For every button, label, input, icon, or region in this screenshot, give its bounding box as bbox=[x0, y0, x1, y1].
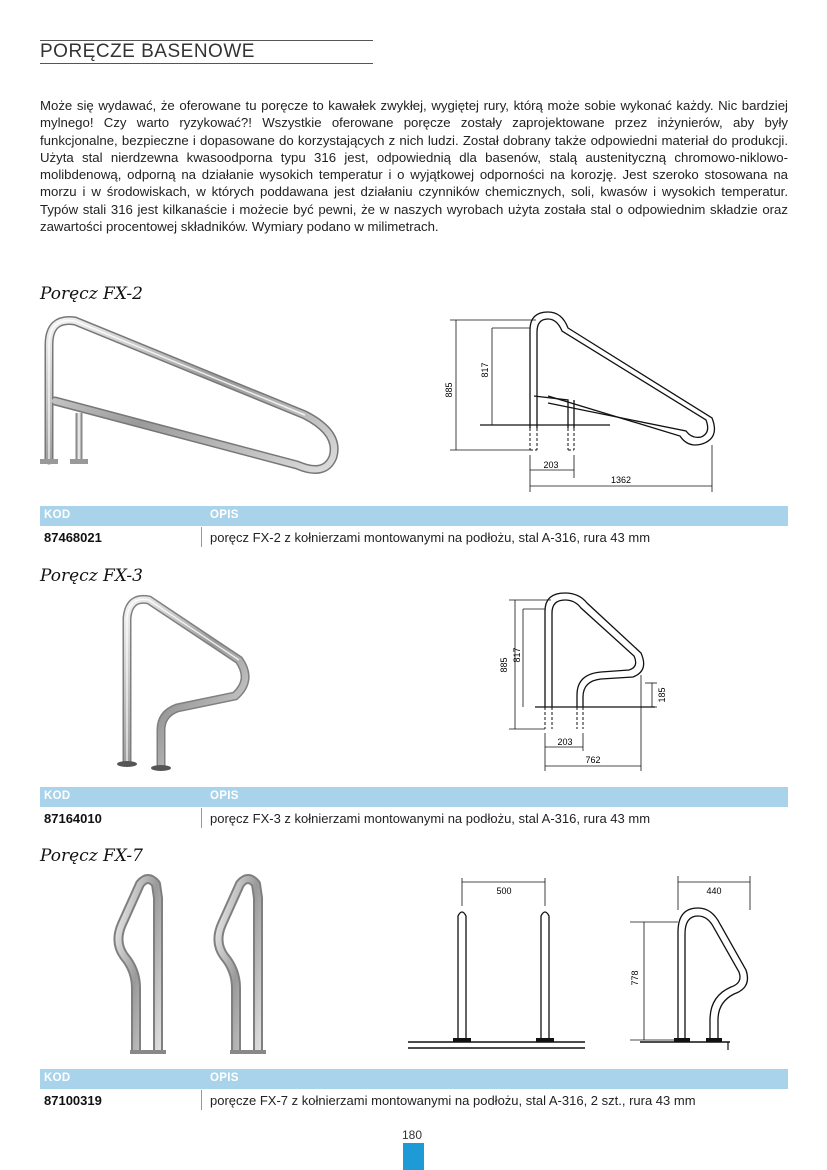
fx7-dim-440: 440 bbox=[706, 886, 722, 896]
table-row-fx7 bbox=[40, 1090, 788, 1110]
fx3-dim-817: 817 bbox=[512, 647, 522, 663]
fx7-side-drawing bbox=[610, 870, 760, 1060]
header-kod: KOD bbox=[44, 509, 71, 521]
intro-paragraph: Może się wydawać, że oferowane tu poręcze to kawałek zwykłej, wygiętej rury, którą może sobie wykonać każdy. Nic bardziej mylnego! Czy warto ryzykować?! Wszystkie oferowane poręcze zostały zaprojektowane przez inżynierów, aby były funkcjonalne, bezpieczne i dopasowane do korzystających z nich ludzi. Został dobrany także odpowiedni materiał do produkcji. Użyta stal nierdzewna kwasoodporna typu 316 jest, odpowiednią dla basenów, stalą austenityczną chromowo-niklowo-molibdenową, odporną na działanie wysokich temperatur i o wyjątkowej odporności na korozję. Jest szeroko stosowana na morzu i w środowiskach, w których poddawana jest działaniu czynników chemicznych, soli, kwasów i wysokich temperatur. Typów stali 316 jest kilkanaście i możecie być pewni, że w naszych wyrobach użyta została stal o odpowiednim składzie oraz zawartości procentowej składników. Wymiary podano w milimetrach. bbox=[40, 98, 788, 235]
table-row-fx2 bbox=[40, 527, 788, 547]
fx3-product-photo bbox=[115, 590, 265, 775]
section-title-fx2: Poręcz FX-2 bbox=[40, 284, 143, 304]
product-description: poręcz FX-3 z kołnierzami montowanymi na podłożu, stal A-316, rura 43 mm bbox=[210, 811, 651, 826]
fx3-dim-203: 203 bbox=[557, 737, 573, 747]
fx3-dim-885: 885 bbox=[499, 657, 509, 673]
fx7-product-photo bbox=[100, 870, 285, 1060]
table-header-fx3 bbox=[40, 787, 788, 807]
page-number: 180 bbox=[402, 1128, 423, 1142]
title-rule-bottom bbox=[40, 63, 373, 64]
table-header-fx2 bbox=[40, 506, 788, 526]
product-code: 87468021 bbox=[44, 530, 102, 545]
fx3-dim-185: 185 bbox=[657, 687, 667, 703]
fx2-product-photo bbox=[35, 305, 350, 475]
fx2-dim-1362: 1362 bbox=[610, 475, 632, 485]
fx2-dim-203: 203 bbox=[543, 460, 559, 470]
header-kod: KOD bbox=[44, 790, 71, 802]
product-description: poręcze FX-7 z kołnierzami montowanymi na podłożu, stal A-316, 2 szt., rura 43 mm bbox=[210, 1093, 696, 1108]
fx7-dim-500: 500 bbox=[496, 886, 512, 896]
table-row-fx3 bbox=[40, 808, 788, 828]
header-kod: KOD bbox=[44, 1072, 71, 1084]
fx3-dim-762: 762 bbox=[585, 755, 601, 765]
fx7-dim-778: 778 bbox=[630, 970, 640, 986]
product-code: 87164010 bbox=[44, 811, 102, 826]
section-title-fx7: Poręcz FX-7 bbox=[40, 846, 143, 866]
fx7-front-drawing bbox=[400, 870, 590, 1060]
header-opis: OPIS bbox=[210, 509, 239, 521]
fx3-technical-drawing bbox=[495, 585, 675, 775]
page-tab-marker bbox=[403, 1143, 424, 1170]
fx2-dim-817: 817 bbox=[480, 362, 490, 378]
fx2-dim-885: 885 bbox=[444, 382, 454, 398]
product-code: 87100319 bbox=[44, 1093, 102, 1108]
section-title-fx3: Poręcz FX-3 bbox=[40, 566, 143, 586]
page-title: PORĘCZE BASENOWE bbox=[40, 41, 255, 62]
table-header-fx7 bbox=[40, 1069, 788, 1089]
fx2-technical-drawing bbox=[440, 300, 730, 495]
header-opis: OPIS bbox=[210, 790, 239, 802]
header-opis: OPIS bbox=[210, 1072, 239, 1084]
product-description: poręcz FX-2 z kołnierzami montowanymi na podłożu, stal A-316, rura 43 mm bbox=[210, 530, 651, 545]
